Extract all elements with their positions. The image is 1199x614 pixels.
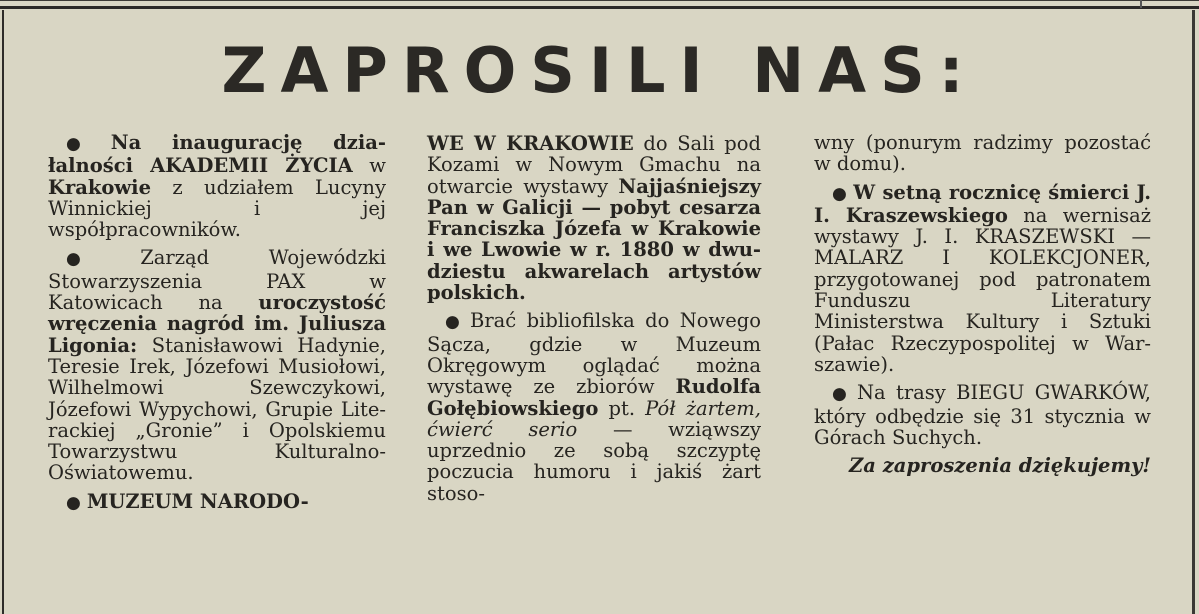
bullet-icon: ● xyxy=(66,134,105,154)
text-emphasis: MUZEUM NARODO- xyxy=(86,489,309,513)
text-emphasis: WE W KRAKOWIE xyxy=(427,132,634,155)
headline: ZAPROSILI NAS: xyxy=(221,34,978,107)
text: Stanisławowi Hadynie, Teresie Irek, Józefowi Musiołowi, Wilhelmowi Szewczykowi, Józefowi Wypychowi, Grupie Literackiej „Gronie” i Opolskiemu Towarzystwu Kulturalno-Oświatowemu. xyxy=(48,333,386,485)
paragraph-bibliofile xyxy=(427,310,761,504)
paragraph-muzeum-start xyxy=(48,491,386,514)
text: Brać bibliofilska do Nowego Sącza, gdzie w Muzeum Okręgowym oglądać można wystawę ze zbiorów xyxy=(427,309,761,399)
text: z udziałem Lucyny Winnickiej i jej współpracowników. xyxy=(48,175,386,242)
text: , który odbędzie się 31 stycznia w Górach Suchych. xyxy=(814,381,1151,449)
text-emphasis: AKADEMII ŻYCIA xyxy=(150,154,353,178)
bullet-icon: ● xyxy=(832,384,851,405)
paragraph-akademia-zycia xyxy=(48,132,386,240)
text-emphasis: uroczystość wręczenia nagród im. Juliusza Ligonia: xyxy=(48,291,386,357)
text-italic: Pół żartem, ćwierć serio xyxy=(427,396,761,441)
paragraph-pax xyxy=(48,247,386,483)
text-emphasis: Krakowie xyxy=(48,175,151,199)
column-1 xyxy=(48,132,386,521)
bullet-icon: ● xyxy=(66,249,135,270)
paragraph-kraszewski xyxy=(814,182,1151,376)
text: Na inaugurację działalności xyxy=(48,131,386,178)
column-3 xyxy=(814,132,1151,483)
bullet-icon: ● xyxy=(66,492,81,513)
text-emphasis: W setną rocznicę śmierci J. I. Kraszewskiego xyxy=(814,180,1151,227)
bullet-icon: ● xyxy=(832,183,848,204)
paragraph-bieg-gwarkow xyxy=(814,382,1151,448)
top-rule-tick xyxy=(1140,0,1142,8)
text: PAX xyxy=(266,269,306,293)
text: — wziąwszy uprzednio ze sobą szczyptę poczucia humoru i jakiś żart stoso- xyxy=(427,417,761,505)
text: w xyxy=(352,154,386,178)
text: na wernisaż wystawy J. I. KRASZEWSKI — MALARZ I KOLEKCJONER, przygotowanej pod patronatem Funduszu Literatury Ministerstwa Kultury i Sztuki (Pałac Rzeczypospolitej w Warszawie). xyxy=(814,203,1151,376)
paragraph-muzeum-narodowe xyxy=(427,133,761,303)
bullet-icon: ● xyxy=(445,312,465,333)
text: BIEGU GWARKÓW xyxy=(956,381,1145,405)
text: do Sali pod Kozami w Nowym Gmachu na otwarcie wystawy xyxy=(427,132,761,198)
top-rule xyxy=(0,0,1199,9)
closing-thanks: Za zaproszenia dziękujemy! xyxy=(849,454,1151,478)
paragraph-continuation xyxy=(814,132,1151,175)
text: w Katowicach na xyxy=(48,269,386,315)
text-emphasis: Rudolfa Gołębiowskiego xyxy=(427,375,761,420)
text: wny (ponurym radzimy pozostać w domu). xyxy=(814,131,1151,176)
text-emphasis: Najjaśniejszy Pan w Galicji — pobyt cesarza Franciszka Józefa w Krakowie i we Lwowie w r. 1880 w dwudziestu akwarelach artystów polskich. xyxy=(427,174,761,305)
text: pt. xyxy=(598,396,646,420)
text: Zarząd Wojewódzki Stowarzyszenia xyxy=(48,246,386,293)
text: Na trasy xyxy=(856,381,957,405)
column-2 xyxy=(427,133,761,511)
